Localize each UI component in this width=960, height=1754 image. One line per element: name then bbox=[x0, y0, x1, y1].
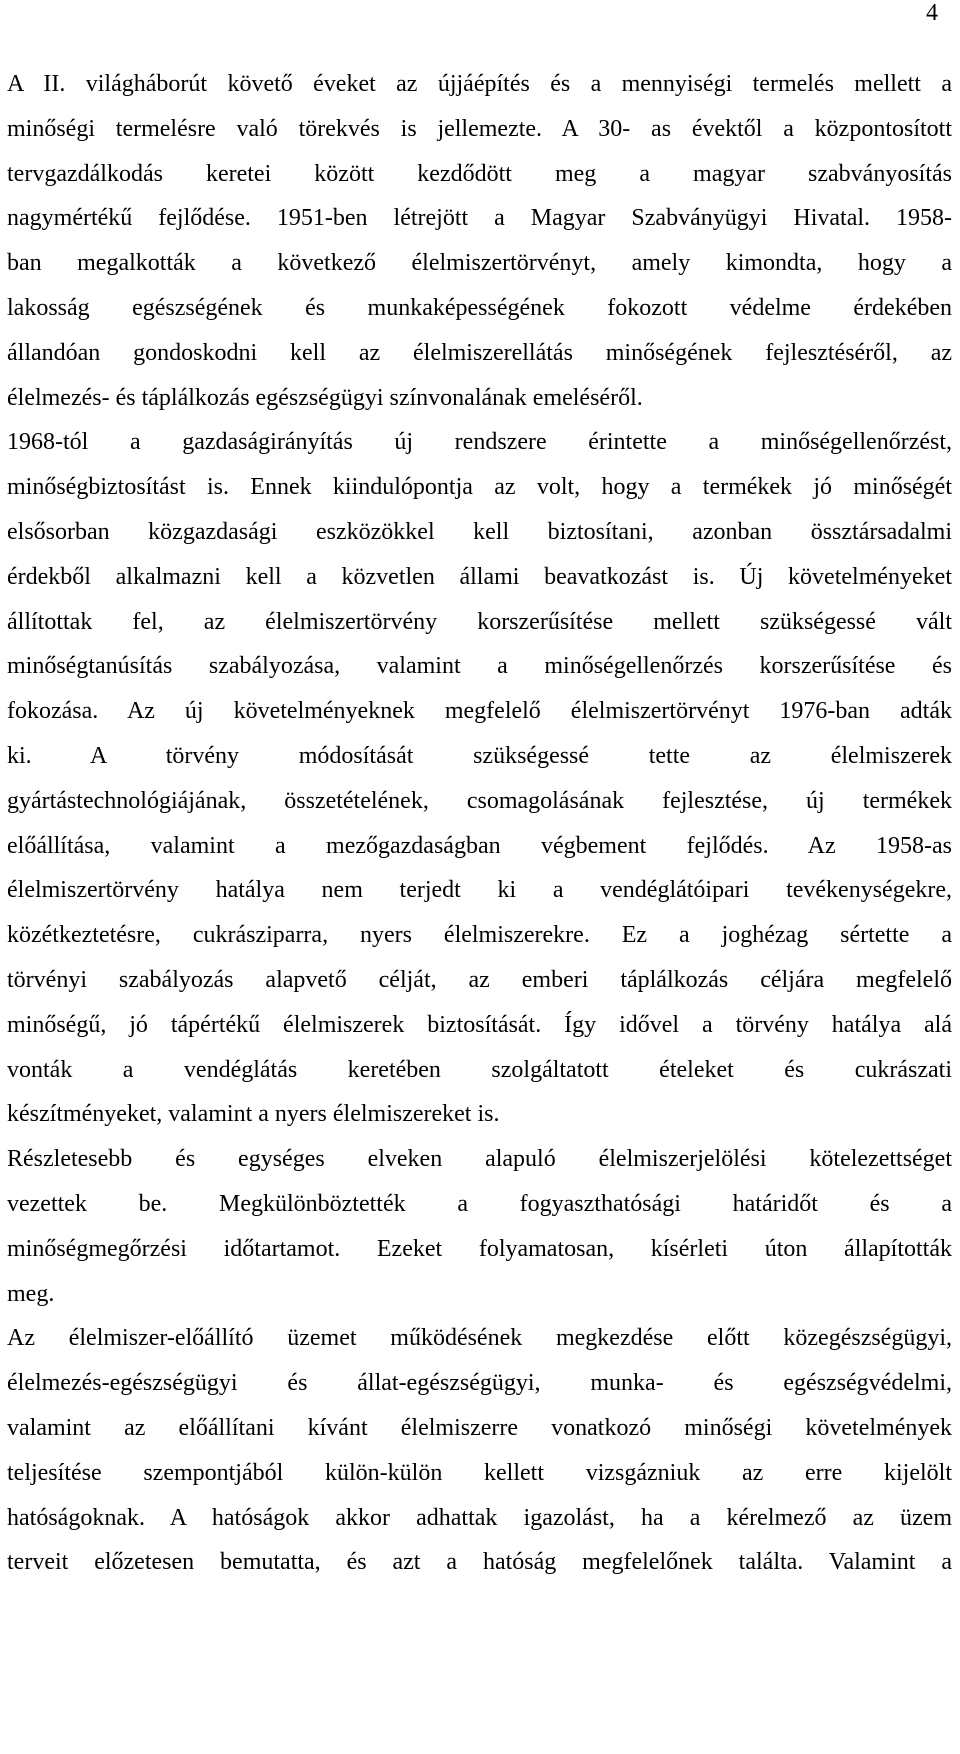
text-line: állandóan gondoskodni kell az élelmiszerellátás minőségének fejlesztéséről, az bbox=[7, 339, 952, 366]
text-line: közétkeztetésre, cukrásziparra, nyers élelmiszerekre. Ez a joghézag sértette a bbox=[7, 922, 952, 949]
text-line: tervgazdálkodás keretei között kezdődött meg a magyar szabványosítás bbox=[7, 160, 952, 187]
page-number: 4 bbox=[926, 0, 938, 26]
text-line: minőségbiztosítást is. Ennek kiindulópontja az volt, hogy a termékek jó minőségét bbox=[7, 474, 952, 501]
text-line: érdekből alkalmazni kell a közvetlen állami beavatkozást is. Új követelményeket bbox=[7, 563, 952, 590]
text-line: gyártástechnológiájának, összetételének, csomagolásának fejlesztése, új termékek bbox=[7, 787, 952, 814]
paragraph bbox=[7, 62, 952, 420]
text-line: ki. A törvény módosítását szükségessé tette az élelmiszerek bbox=[7, 742, 952, 769]
text-line: ban megalkották a következő élelmiszertörvényt, amely kimondta, hogy a bbox=[7, 250, 952, 277]
body-text bbox=[7, 62, 952, 1585]
text-line: lakosság egészségének és munkaképességének fokozott védelme érdekében bbox=[7, 294, 952, 321]
text-line: vezettek be. Megkülönböztették a fogyaszthatósági határidőt és a bbox=[7, 1190, 952, 1217]
text-line: valamint az előállítani kívánt élelmiszerre vonatkozó minőségi követelmények bbox=[7, 1414, 952, 1441]
paragraph bbox=[7, 420, 952, 1137]
text-line: Az élelmiszer-előállító üzemet működésének megkezdése előtt közegészségügyi, bbox=[7, 1325, 952, 1352]
text-line: 1968-tól a gazdaságirányítás új rendszere érintette a minőségellenőrzést, bbox=[7, 429, 952, 456]
text-line: minőségű, jó tápértékű élelmiszerek biztosítását. Így idővel a törvény hatálya alá bbox=[7, 1011, 952, 1038]
text-line: élelmezés- és táplálkozás egészségügyi színvonalának emeléséről. bbox=[7, 384, 643, 411]
text-line: nagymértékű fejlődése. 1951-ben létrejött a Magyar Szabványügyi Hivatal. 1958- bbox=[7, 205, 952, 232]
text-line: elsősorban közgazdasági eszközökkel kell biztosítani, azonban össztársadalmi bbox=[7, 518, 952, 545]
text-line: minőségmegőrzési időtartamot. Ezeket folyamatosan, kísérleti úton állapították bbox=[7, 1235, 952, 1262]
text-line: teljesítése szempontjából külön-külön kellett vizsgázniuk az erre kijelölt bbox=[7, 1459, 952, 1486]
text-line: minőségtanúsítás szabályozása, valamint a minőségellenőrzés korszerűsítése és bbox=[7, 653, 952, 680]
text-line: készítményeket, valamint a nyers élelmiszereket is. bbox=[7, 1101, 500, 1128]
text-line: állítottak fel, az élelmiszertörvény korszerűsítése mellett szükségessé vált bbox=[7, 608, 952, 635]
paragraph bbox=[7, 1137, 952, 1316]
text-line: hatóságoknak. A hatóságok akkor adhattak igazolást, ha a kérelmező az üzem bbox=[7, 1504, 952, 1531]
text-line: terveit előzetesen bemutatta, és azt a hatóság megfelelőnek találta. Valamint a bbox=[7, 1549, 952, 1576]
text-line: fokozása. Az új követelményeknek megfelelő élelmiszertörvényt 1976-ban adták bbox=[7, 698, 952, 725]
text-line: élelmezés-egészségügyi és állat-egészségügyi, munka- és egészségvédelmi, bbox=[7, 1370, 952, 1397]
paragraph bbox=[7, 1316, 952, 1585]
text-line: vonták a vendéglátás keretében szolgáltatott ételeket és cukrászati bbox=[7, 1056, 952, 1083]
text-line: A II. világháborút követő éveket az újjáépítés és a mennyiségi termelés mellett a bbox=[7, 71, 952, 97]
text-line: meg. bbox=[7, 1280, 55, 1307]
text-line: élelmiszertörvény hatálya nem terjedt ki a vendéglátóipari tevékenységekre, bbox=[7, 877, 952, 904]
text-line: minőségi termelésre való törekvés is jellemezte. A 30- as évektől a központosított bbox=[7, 115, 952, 142]
text-line: törvényi szabályozás alapvető célját, az emberi táplálkozás céljára megfelelő bbox=[7, 966, 952, 993]
text-line: Részletesebb és egységes elveken alapuló élelmiszerjelölési kötelezettséget bbox=[7, 1146, 952, 1173]
text-line: előállítása, valamint a mezőgazdaságban végbement fejlődés. Az 1958-as bbox=[7, 832, 952, 859]
